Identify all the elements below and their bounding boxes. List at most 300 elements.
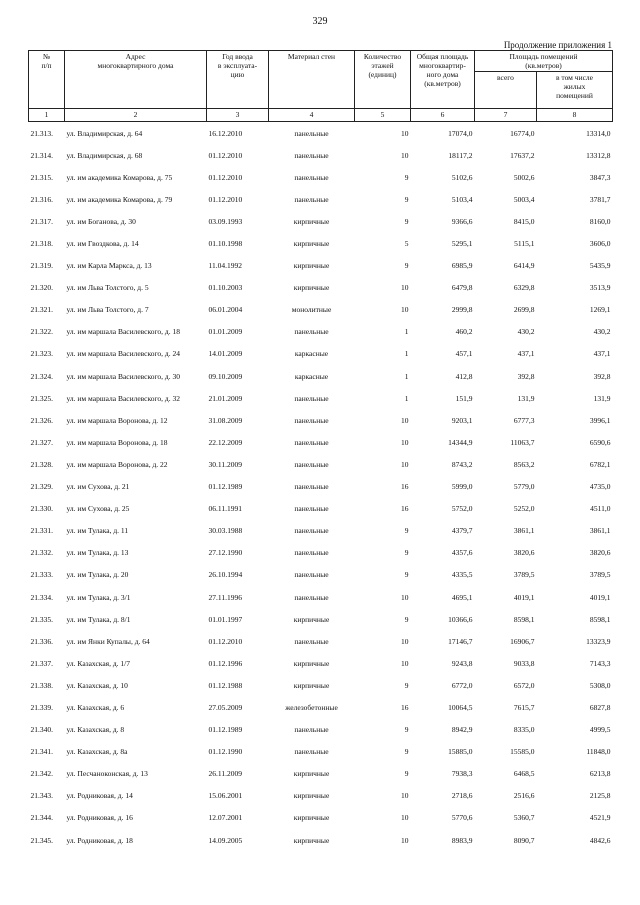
row-number: 21.325.	[30, 393, 53, 403]
row-address: ул. Владимирская, д. 64	[66, 128, 143, 138]
row-total-area: 8743,2	[451, 459, 473, 469]
row-number: 21.316.	[30, 194, 53, 204]
table-row	[29, 188, 613, 210]
row-floors: 10	[401, 592, 409, 602]
row-floors: 5	[404, 239, 409, 249]
row-living-area: 4842,6	[589, 835, 611, 845]
header-premises-total-text: всего	[497, 73, 514, 82]
column-number: 7	[475, 109, 537, 122]
row-total-area: 5103,4	[451, 194, 473, 204]
row-year: 26.11.2009	[208, 769, 242, 779]
row-year: 01.12.2010	[208, 636, 243, 646]
table-row	[29, 741, 613, 763]
row-year: 01.12.1988	[208, 680, 243, 690]
row-number: 21.332.	[30, 548, 53, 558]
row-living-area: 6827,8	[589, 702, 611, 712]
row-material: панельные	[294, 725, 329, 735]
row-address: ул. им Тулака, д. 11	[66, 526, 129, 536]
row-material: панельные	[294, 128, 329, 138]
row-address: ул. им маршала Василевского, д. 24	[66, 349, 180, 359]
row-year: 01.12.1989	[208, 725, 243, 735]
continuation-note: Продолжение приложения 1	[503, 40, 612, 50]
table-row	[29, 763, 613, 785]
row-floors: 9	[404, 725, 409, 735]
row-address: ул. им маршала Василевского, д. 18	[66, 327, 180, 337]
table-row	[29, 255, 613, 277]
header-total-area	[411, 51, 475, 109]
row-address: ул. им маршала Воронова, д. 12	[66, 415, 168, 425]
header-premises-area-text: Площадь помещений (кв.метров)	[509, 52, 578, 70]
row-floors: 10	[401, 636, 409, 646]
row-year: 31.08.2009	[208, 415, 243, 425]
row-year: 01.12.1989	[208, 482, 243, 492]
table-row	[29, 520, 613, 542]
row-material: монолитные	[291, 305, 332, 315]
row-premises-area: 2699,8	[513, 305, 535, 315]
row-floors: 16	[401, 702, 409, 712]
row-premises-area: 16774,0	[510, 128, 535, 138]
row-year: 01.12.1996	[208, 658, 243, 668]
row-year: 22.12.2009	[208, 437, 243, 447]
header-year-text: Год ввода в эксплуата- цию	[217, 52, 258, 79]
header-total-area-text: Общая площадь многоквартир- ного дома (кв.метров)	[416, 52, 469, 88]
column-number: 4	[269, 109, 355, 122]
row-premises-area: 6468,5	[513, 769, 535, 779]
row-floors: 9	[404, 548, 409, 558]
row-material: кирпичные	[293, 283, 330, 293]
row-living-area: 4019,1	[589, 592, 611, 602]
row-number: 21.328.	[30, 459, 53, 469]
row-number: 21.321.	[30, 305, 53, 315]
row-number: 21.344.	[30, 813, 53, 823]
row-total-area: 15885,0	[448, 747, 473, 757]
row-year: 30.11.2009	[208, 459, 242, 469]
row-material: панельные	[294, 393, 329, 403]
row-number: 21.345.	[30, 835, 53, 845]
row-year: 30.03.1988	[208, 526, 243, 536]
row-living-area: 392,8	[593, 371, 611, 381]
row-year: 06.01.2004	[208, 305, 243, 315]
column-number: 6	[411, 109, 475, 122]
row-premises-area: 7615,7	[513, 702, 535, 712]
row-address: ул. им академика Комарова, д. 75	[66, 172, 173, 182]
row-total-area: 5752,0	[451, 504, 473, 514]
row-floors: 9	[404, 747, 409, 757]
row-address: ул. им маршала Воронова, д. 22	[66, 459, 168, 469]
table-row	[29, 299, 613, 321]
table-row	[29, 696, 613, 718]
row-year: 01.12.2010	[208, 172, 243, 182]
row-floors: 9	[404, 194, 409, 204]
header-material-text: Материал стен	[287, 52, 336, 61]
row-floors: 10	[401, 813, 409, 823]
row-premises-area: 15585,0	[510, 747, 535, 757]
row-number: 21.313.	[30, 128, 53, 138]
row-number: 21.324.	[30, 371, 53, 381]
row-total-area: 4379,7	[451, 526, 473, 536]
row-premises-area: 8598,1	[513, 614, 535, 624]
row-total-area: 17146,7	[448, 636, 473, 646]
row-number: 21.318.	[30, 239, 53, 249]
table-row	[29, 321, 613, 343]
row-premises-area: 430,2	[517, 327, 535, 337]
row-total-area: 5102,6	[451, 172, 473, 182]
row-address: ул. Родниковая, д. 18	[66, 835, 133, 845]
row-material: панельные	[294, 459, 329, 469]
table-row	[29, 387, 613, 409]
row-floors: 9	[404, 769, 409, 779]
table-row	[29, 608, 613, 630]
row-year: 27.12.1990	[208, 548, 243, 558]
row-material: панельные	[294, 327, 329, 337]
row-floors: 1	[404, 371, 409, 381]
row-address: ул. им маршала Воронова, д. 18	[66, 437, 168, 447]
row-number: 21.333.	[30, 570, 53, 580]
row-material: панельные	[294, 747, 329, 757]
row-material: панельные	[294, 150, 329, 160]
table-row	[29, 785, 613, 807]
row-floors: 1	[404, 393, 409, 403]
table-row	[29, 807, 613, 829]
header-premises-area	[475, 51, 613, 72]
row-total-area: 9366,6	[451, 216, 473, 226]
row-year: 11.04.1992	[208, 261, 242, 271]
row-premises-area: 3820,6	[513, 548, 535, 558]
row-material: кирпичные	[293, 835, 330, 845]
column-number: 8	[537, 109, 613, 122]
row-floors: 9	[404, 261, 409, 271]
row-premises-area: 8335,0	[513, 725, 535, 735]
table-row	[29, 453, 613, 475]
row-material: панельные	[294, 437, 329, 447]
row-number: 21.330.	[30, 504, 53, 514]
row-year: 26.10.1994	[208, 570, 243, 580]
row-year: 01.12.1990	[208, 747, 243, 757]
row-year: 01.10.1998	[208, 239, 243, 249]
row-total-area: 9243,8	[451, 658, 473, 668]
row-address: ул. им Карла Маркса, д. 13	[66, 261, 152, 271]
row-living-area: 7143,3	[589, 658, 611, 668]
row-address: ул. Казахская, д. 8а	[66, 747, 128, 757]
row-address: ул. Казахская, д. 1/7	[66, 658, 131, 668]
row-floors: 9	[404, 570, 409, 580]
row-year: 14.01.2009	[208, 349, 243, 359]
row-address: ул. Казахская, д. 8	[66, 725, 125, 735]
row-material: каркасные	[294, 349, 329, 359]
table-row	[29, 144, 613, 166]
row-year: 01.10.2003	[208, 283, 243, 293]
row-premises-area: 3861,1	[513, 526, 535, 536]
row-number: 21.341.	[30, 747, 53, 757]
row-address: ул. им маршала Василевского, д. 30	[66, 371, 180, 381]
column-number: 1	[29, 109, 65, 122]
column-number: 2	[65, 109, 207, 122]
row-total-area: 10366,6	[448, 614, 473, 624]
page-number: 329	[312, 16, 328, 27]
row-floors: 10	[401, 305, 409, 315]
row-living-area: 437,1	[593, 349, 611, 359]
row-premises-area: 16906,7	[510, 636, 535, 646]
row-living-area: 2125,8	[589, 791, 611, 801]
row-address: ул. им Льва Толстого, д. 5	[66, 283, 149, 293]
column-number-row	[29, 109, 613, 122]
row-floors: 10	[401, 658, 409, 668]
row-premises-area: 5003,4	[513, 194, 535, 204]
row-address: ул. им Сухова, д. 21	[66, 482, 130, 492]
row-number: 21.317.	[30, 216, 53, 226]
row-year: 06.11.1991	[208, 504, 242, 514]
header-number-text: № п/п	[41, 52, 52, 70]
row-material: кирпичные	[293, 614, 330, 624]
table-row	[29, 166, 613, 188]
row-address: ул. им Тулака, д. 8/1	[66, 614, 131, 624]
row-premises-area: 5115,1	[514, 239, 535, 249]
row-living-area: 13312,8	[586, 150, 611, 160]
row-year: 01.01.2009	[208, 327, 243, 337]
row-premises-area: 9033,8	[513, 658, 535, 668]
row-premises-area: 392,8	[517, 371, 535, 381]
row-living-area: 3820,6	[589, 548, 611, 558]
header-premises-living-text: в том числе жилых помещений	[555, 73, 593, 100]
row-living-area: 3513,9	[589, 283, 611, 293]
row-living-area: 3606,0	[589, 239, 611, 249]
row-premises-area: 4019,1	[513, 592, 535, 602]
row-premises-area: 8415,0	[513, 216, 535, 226]
table-row	[29, 586, 613, 608]
table-row	[29, 431, 613, 453]
row-total-area: 18117,2	[448, 150, 473, 160]
row-total-area: 5770,6	[451, 813, 473, 823]
column-number: 3	[207, 109, 269, 122]
row-total-area: 9203,1	[451, 415, 473, 425]
row-material: панельные	[294, 415, 329, 425]
header-floors	[355, 51, 411, 109]
row-address: ул. им Тулака, д. 20	[66, 570, 129, 580]
row-year: 09.10.2009	[208, 371, 243, 381]
row-address: ул. им Тулака, д. 13	[66, 548, 129, 558]
row-premises-area: 5002,6	[513, 172, 535, 182]
row-living-area: 13314,0	[586, 128, 611, 138]
row-address: ул. им Льва Толстого, д. 7	[66, 305, 149, 315]
row-floors: 10	[401, 415, 409, 425]
row-premises-area: 3789,5	[513, 570, 535, 580]
row-living-area: 3847,3	[589, 172, 611, 182]
row-number: 21.339.	[30, 702, 53, 712]
row-living-area: 3789,5	[589, 570, 611, 580]
row-address: ул. Казахская, д. 6	[66, 702, 125, 712]
row-total-area: 151,9	[455, 393, 473, 403]
table-row	[29, 630, 613, 652]
row-floors: 9	[404, 680, 409, 690]
row-living-area: 8160,0	[589, 216, 611, 226]
row-number: 21.319.	[30, 261, 53, 271]
row-floors: 10	[401, 128, 409, 138]
row-total-area: 6985,9	[451, 261, 473, 271]
row-total-area: 4335,5	[451, 570, 473, 580]
row-material: кирпичные	[293, 216, 330, 226]
row-premises-area: 2516,6	[513, 791, 535, 801]
table-row	[29, 210, 613, 232]
row-floors: 10	[401, 283, 409, 293]
row-address: ул. им академика Комарова, д. 79	[66, 194, 173, 204]
row-premises-area: 6329,8	[513, 283, 535, 293]
row-material: кирпичные	[293, 239, 330, 249]
row-material: панельные	[294, 548, 329, 558]
row-address: ул. Владимирская, д. 68	[66, 150, 143, 160]
table-row	[29, 719, 613, 741]
row-floors: 10	[401, 835, 409, 845]
row-living-area: 131,9	[593, 393, 611, 403]
row-year: 14.09.2005	[208, 835, 243, 845]
row-floors: 16	[401, 482, 409, 492]
row-material: панельные	[294, 592, 329, 602]
row-material: панельные	[294, 526, 329, 536]
row-address: ул. Песчаноконская, д. 13	[66, 769, 148, 779]
row-material: панельные	[294, 504, 329, 514]
row-premises-area: 17637,2	[510, 150, 535, 160]
row-year: 01.12.2010	[208, 150, 243, 160]
row-number: 21.334.	[30, 592, 53, 602]
row-premises-area: 5360,7	[513, 813, 535, 823]
row-number: 21.323.	[30, 349, 53, 359]
table-body	[29, 122, 613, 852]
row-total-area: 4357,6	[451, 548, 473, 558]
row-year: 27.11.1996	[208, 592, 242, 602]
row-living-area: 13323,9	[586, 636, 611, 646]
header-year	[207, 51, 269, 109]
row-premises-area: 6777,3	[513, 415, 535, 425]
row-year: 27.05.2009	[208, 702, 243, 712]
row-number: 21.329.	[30, 482, 53, 492]
row-address: ул. им Гвоздкова, д. 14	[66, 239, 139, 249]
header-address-text: Адрес многоквартирного дома	[97, 52, 174, 70]
table-row	[29, 674, 613, 696]
table-row	[29, 476, 613, 498]
row-floors: 1	[404, 349, 409, 359]
table-row	[29, 343, 613, 365]
row-material: кирпичные	[293, 791, 330, 801]
row-total-area: 2999,8	[451, 305, 473, 315]
table-row	[29, 564, 613, 586]
row-living-area: 6213,8	[589, 769, 611, 779]
table-row	[29, 652, 613, 674]
row-floors: 9	[404, 172, 409, 182]
row-number: 21.340.	[30, 725, 53, 735]
row-living-area: 5308,0	[589, 680, 611, 690]
row-living-area: 4511,0	[590, 504, 611, 514]
row-total-area: 2718,6	[451, 791, 473, 801]
row-living-area: 6782,1	[589, 459, 611, 469]
row-living-area: 1269,1	[589, 305, 611, 315]
row-floors: 9	[404, 526, 409, 536]
row-premises-area: 437,1	[517, 349, 535, 359]
row-total-area: 5999,0	[451, 482, 473, 492]
row-living-area: 5435,9	[589, 261, 611, 271]
table-row	[29, 829, 613, 851]
header-material	[269, 51, 355, 109]
row-total-area: 17074,0	[448, 128, 473, 138]
row-living-area: 430,2	[593, 327, 611, 337]
header-address	[65, 51, 207, 109]
row-material: кирпичные	[293, 680, 330, 690]
row-number: 21.315.	[30, 172, 53, 182]
row-material: панельные	[294, 172, 329, 182]
row-premises-area: 8090,7	[513, 835, 535, 845]
row-number: 21.331.	[30, 526, 53, 536]
row-premises-area: 5252,0	[513, 504, 535, 514]
row-number: 21.326.	[30, 415, 53, 425]
row-material: панельные	[294, 194, 329, 204]
row-total-area: 6479,8	[451, 283, 473, 293]
row-material: панельные	[294, 482, 329, 492]
row-total-area: 412,8	[455, 371, 473, 381]
header-floors-text: Количество этажей (единиц)	[363, 52, 402, 79]
row-material: кирпичные	[293, 261, 330, 271]
row-address: ул. Родниковая, д. 14	[66, 791, 133, 801]
row-material: каркасные	[294, 371, 329, 381]
row-address: ул. им Боганова, д. 30	[66, 216, 136, 226]
row-premises-area: 6414,9	[513, 261, 535, 271]
row-year: 12.07.2001	[208, 813, 243, 823]
row-total-area: 8983,9	[451, 835, 473, 845]
row-living-area: 8598,1	[589, 614, 611, 624]
row-number: 21.343.	[30, 791, 53, 801]
row-year: 01.01.1997	[208, 614, 243, 624]
row-floors: 1	[404, 327, 409, 337]
row-living-area: 4999,5	[589, 725, 611, 735]
row-total-area: 8942,9	[451, 725, 473, 735]
housing-register-table	[28, 50, 613, 851]
row-number: 21.338.	[30, 680, 53, 690]
row-year: 03.09.1993	[208, 216, 243, 226]
row-total-area: 460,2	[455, 327, 473, 337]
row-address: ул. им Сухова, д. 25	[66, 504, 130, 514]
header-number	[29, 51, 65, 109]
row-total-area: 5295,1	[451, 239, 473, 249]
row-premises-area: 5779,0	[513, 482, 535, 492]
table-row	[29, 277, 613, 299]
row-floors: 16	[401, 504, 409, 514]
row-address: ул. им Янки Купалы, д. 64	[66, 636, 150, 646]
table-row	[29, 122, 613, 145]
column-number: 5	[355, 109, 411, 122]
row-material: панельные	[294, 636, 329, 646]
row-living-area: 6590,6	[589, 437, 611, 447]
row-floors: 9	[404, 216, 409, 226]
row-number: 21.337.	[30, 658, 53, 668]
row-floors: 10	[401, 437, 409, 447]
row-premises-area: 11063,7	[510, 437, 535, 447]
row-total-area: 14344,9	[448, 437, 473, 447]
table-row	[29, 542, 613, 564]
row-number: 21.314.	[30, 150, 53, 160]
row-material: кирпичные	[293, 813, 330, 823]
row-year: 01.12.2010	[208, 194, 243, 204]
row-address: ул. Родниковая, д. 16	[66, 813, 133, 823]
table-header	[29, 51, 613, 122]
row-living-area: 11848,0	[586, 747, 611, 757]
row-year: 21.01.2009	[208, 393, 243, 403]
table-row	[29, 365, 613, 387]
row-material: железобетонные	[285, 702, 338, 712]
row-floors: 10	[401, 150, 409, 160]
row-number: 21.320.	[30, 283, 53, 293]
row-living-area: 3781,7	[589, 194, 611, 204]
row-year: 15.06.2001	[208, 791, 243, 801]
row-premises-area: 8563,2	[513, 459, 535, 469]
row-number: 21.336.	[30, 636, 53, 646]
row-premises-area: 6572,0	[513, 680, 535, 690]
